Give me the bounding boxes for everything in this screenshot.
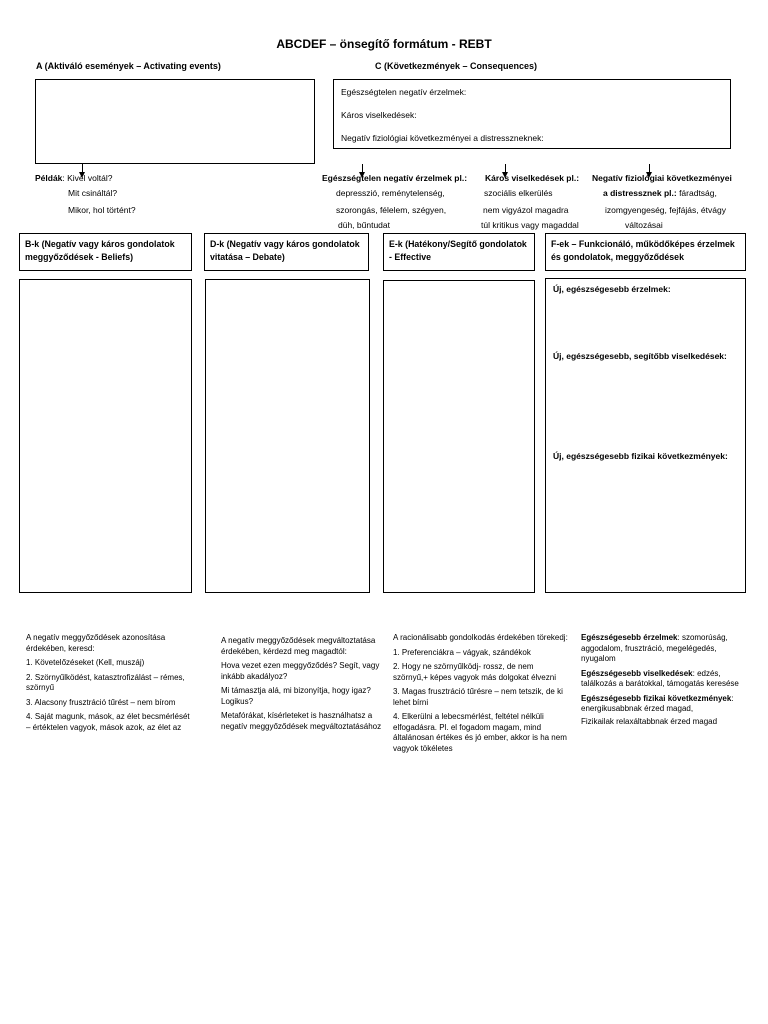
footer-healthy-emotions: Egészségesebb érzelmek: szomorúság, aggodalom, frusztráció, megelégedés, nyugalom — [581, 633, 728, 663]
example-question-1: : Kivel voltál? — [62, 173, 113, 183]
d-column-header: D-k (Negatív vagy káros gondolatok vitatása – Debate) — [204, 233, 369, 271]
behaviors-example-3: túl kritikus vagy magaddal — [481, 220, 579, 230]
physio-example-1: izomgyengeség, fejfájás, étvágy — [605, 205, 726, 215]
footer-healthy-relaxed: Fizikailak relaxáltabbnak érzed magad — [581, 716, 718, 726]
f-column-header: F-ek – Funkcionáló, működőképes érzelmek és gondolatok, meggyőződések — [545, 233, 746, 271]
physio-examples-header-2 — [603, 187, 717, 200]
page-title: ABCDEF – önsegítő formátum - REBT — [276, 37, 492, 51]
footer-text: 4. Saját magunk, mások, az élet becsmérlését – értéktelen vagyok, mások azok, az élet az — [26, 712, 190, 732]
footer-text: Mi támasztja alá, mi bizonyítja, hogy igaz? Logikus? — [221, 686, 371, 706]
footer-healthy-column — [581, 633, 753, 731]
footer-text: 3. Magas frusztráció tűrésre – nem tetszik, de ki lehet bírni — [393, 687, 563, 707]
f-new-behaviors: Új, egészségesebb, segítőbb viselkedések: — [553, 351, 727, 361]
f-new-physical: Új, egészségesebb fizikai következmények: — [553, 451, 728, 461]
example-question-3: Mikor, hol történt? — [68, 205, 136, 215]
footer-healthy-physical: Egészségesebb fizikai következmények: energikusabbnak érzed magad, — [581, 693, 734, 713]
footer-text: 2. Hogy ne szörnyűlködj- rossz, de nem szörnyű,+ képes vagyok más dolgokat élvezni — [393, 662, 556, 682]
footer-text: 3. Alacsony frusztráció tűrést – nem bírom — [26, 697, 176, 707]
c-behaviors-line: Káros viselkedések: — [341, 110, 417, 120]
f-new-emotions: Új, egészségesebb érzelmek: — [553, 284, 671, 294]
behaviors-examples-header: Káros viselkedések pl.: — [485, 173, 580, 183]
examples-first-line — [35, 172, 113, 185]
emotions-example-1: depresszió, reménytelenség, — [336, 188, 445, 198]
e-column-header: E-k (Hatékony/Segítő gondolatok - Effective — [383, 233, 535, 271]
c-consequences-box[interactable] — [333, 79, 731, 149]
physio-example-2: változásai — [625, 220, 663, 230]
c-section-header: C (Következmények – Consequences) — [375, 61, 538, 71]
footer-text: 4. Elkerülni a lebecsmérlést, feltétel nélküli elfogadásra. Pl. el fogadom magam, mind általánosan értékes és jó ember, akkor is ha nem vagyok tökéletes — [393, 712, 567, 753]
examples-label: Példák — [35, 173, 63, 183]
footer-text: Metafórákat, kísérleteket is használhatsz a negatív meggyőződések megváltoztatásához — [221, 711, 382, 731]
footer-identify-column — [26, 633, 196, 737]
b-column-box[interactable] — [19, 279, 192, 593]
footer-text: 2. Szörnyűlködést, katasztrofizálást – rémes, szörnyű — [26, 672, 185, 692]
footer-debate-column — [221, 636, 388, 736]
b-column-header: B-k (Negatív vagy káros gondolatok meggyőződések - Beliefs) — [19, 233, 192, 271]
c-emotions-line: Egészségtelen negatív érzelmek: — [341, 87, 467, 97]
footer-rational-column — [393, 633, 569, 758]
footer-text: A racionálisabb gondolkodás érdekében törekedj: — [393, 633, 568, 642]
behaviors-example-1: szociális elkerülés — [484, 188, 553, 198]
footer-text: A negatív meggyőződések azonosítása érdekében, keresd: — [26, 633, 166, 653]
physio-examples-header: Negatív fiziológiai következményei — [592, 173, 732, 183]
footer-healthy-behaviors: Egészségesebb viselkedések: edzés, találkozás a barátokkal, támogatás keresése — [581, 668, 739, 688]
emotions-example-2: szorongás, félelem, szégyen, — [336, 205, 447, 215]
footer-text: 1. Preferenciákra – vágyak, szándékok — [393, 647, 531, 657]
a-section-header: A (Aktiváló események – Activating events) — [36, 61, 221, 71]
footer-text: Hova vezet ezen meggyőződés? Segít, vagy inkább akadályoz? — [221, 661, 380, 681]
a-input-box[interactable] — [35, 79, 315, 164]
c-physio-line: Negatív fiziológiai következményei a distresszneknek: — [341, 133, 544, 143]
footer-text: A negatív meggyőződések megváltoztatása érdekében, kérdezd meg magadtól: — [221, 636, 376, 656]
footer-text: 1. Követelőzéseket (Kell, muszáj) — [26, 658, 145, 667]
f-column-box[interactable] — [545, 278, 746, 593]
example-question-2: Mit csináltál? — [68, 188, 118, 198]
e-column-box[interactable] — [383, 280, 535, 593]
emotions-examples-header: Egészségtelen negatív érzelmek pl.: — [322, 173, 468, 183]
behaviors-example-2: nem vigyázol magadra — [483, 205, 569, 215]
d-column-box[interactable] — [205, 279, 370, 593]
physio-header-2-rest: fáradtság, — [676, 188, 717, 198]
physio-header-2-bold: a distressznek pl.: — [603, 188, 677, 198]
emotions-example-3: düh, bűntudat — [338, 220, 390, 230]
